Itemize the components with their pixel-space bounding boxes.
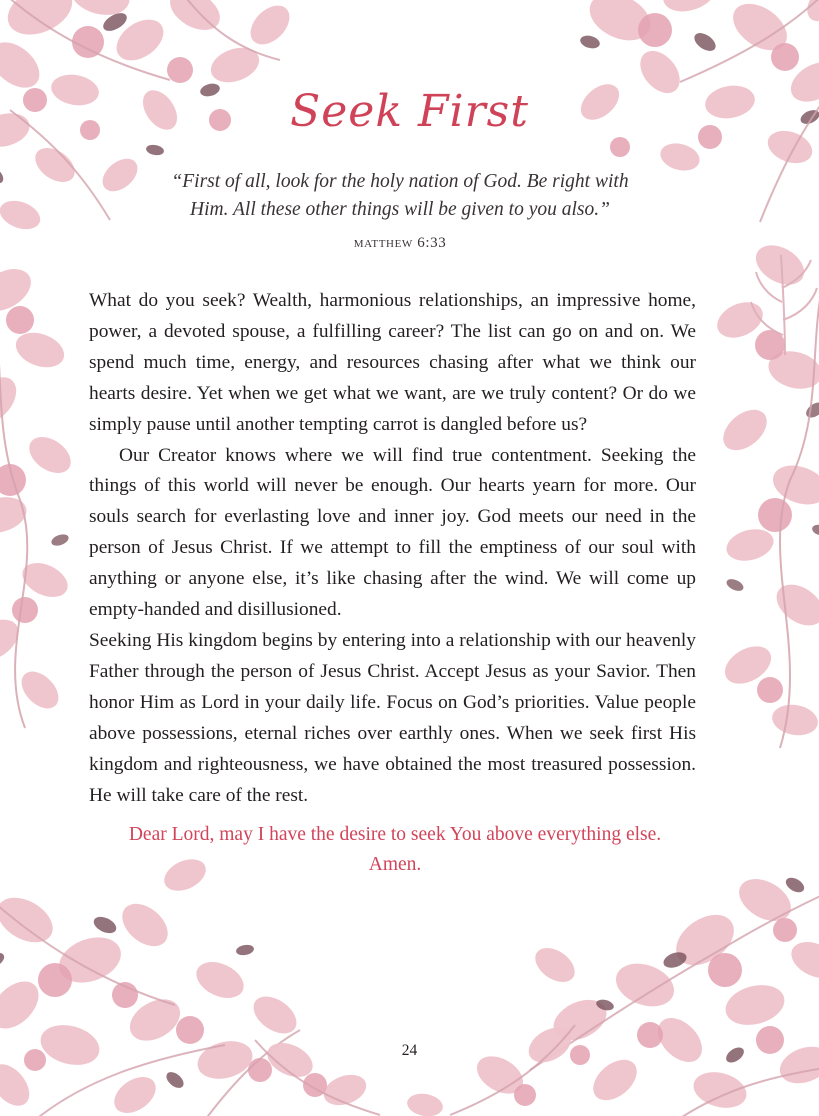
body-paragraph: What do you seek? Wealth, harmonious relationships, an impressive home, power, a devoted spouse, a fulfilling career? The list can go on and on. We spend much time, energy, and resources chasing after what we think our hearts desire. Yet when we get what we want, are we truly content? Or do we simply pause until another tempting carrot is dangled before us?	[89, 290, 696, 435]
scripture-verse: “First of all, look for the holy nation of God. Be right with Him. All these other things will be given to you also.”	[171, 171, 629, 220]
page-title: Seek First	[290, 86, 529, 137]
prayer-text: Dear Lord, may I have the desire to seek You above everything else. Amen.	[128, 824, 662, 875]
page-number: 24	[401, 1042, 418, 1059]
devotional-body	[89, 286, 696, 811]
body-paragraph: Seeking His kingdom begins by entering into a relationship with our heavenly Father through the person of Jesus Christ. Accept Jesus as your Savior. Then honor Him as Lord in your daily life. Focus on God’s priorities. Value people above possessions, eternal riches over earthly ones. When we seek first His kingdom and righteousness, we have obtained the most treasured possession. He will take care of the rest.	[89, 629, 696, 806]
scripture-reference: matthew 6:33	[353, 235, 447, 251]
body-paragraph: Our Creator knows where we will find true contentment. Seeking the things of this world will never be enough. Our hearts yearn for more. Our souls search for everlasting love and inner joy. God meets our need in the person of Jesus Christ. If we attempt to fill the emptiness of our soul with anything or anyone else, it’s like chasing after the wind. We will come up empty-handed and disillusioned.	[89, 444, 696, 621]
